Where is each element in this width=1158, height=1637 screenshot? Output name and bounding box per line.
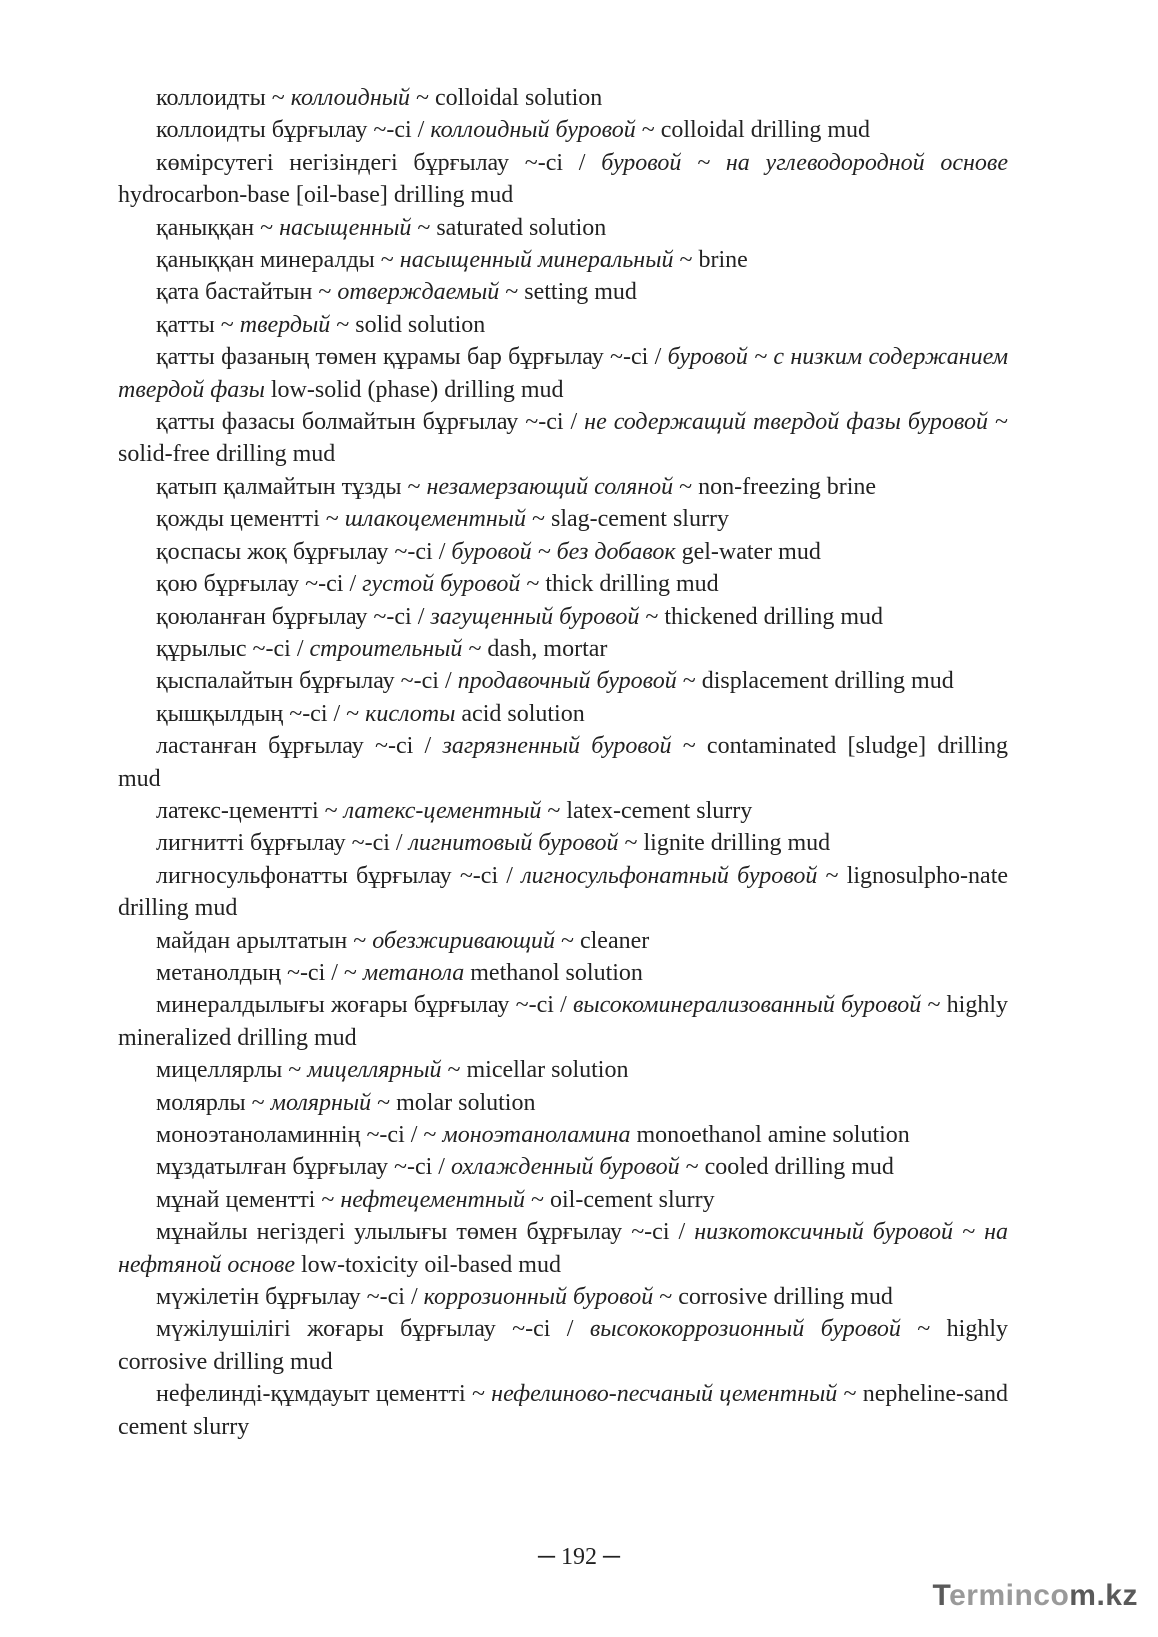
dictionary-page — [118, 82, 1008, 1443]
russian-term: охлажденный буровой — [450, 1154, 680, 1181]
dictionary-entry — [118, 147, 1008, 212]
russian-term: коррозионный буровой — [423, 1284, 654, 1311]
dictionary-entry — [118, 957, 1008, 989]
kazakh-term: коллоидты бұрғылау ~-сі / — [156, 117, 431, 144]
kazakh-term: көмірсутегі негізіндегі бұрғылау ~-сі / — [156, 149, 602, 176]
english-term: gel-water mud — [675, 538, 821, 565]
english-term: methanol solution — [464, 959, 643, 986]
kazakh-term: мицеллярлы ~ — [156, 1057, 308, 1084]
dictionary-entry — [118, 1119, 1008, 1151]
dictionary-entry — [118, 212, 1008, 244]
russian-term: густой буровой — [362, 571, 521, 598]
russian-term: нефелиново-песчаный цементный — [491, 1381, 838, 1408]
english-term: low-solid (phase) drilling mud — [264, 376, 564, 403]
english-term: ~ non-freezing brine — [673, 473, 877, 500]
kazakh-term: латекс-цементті ~ — [156, 797, 344, 824]
kazakh-term: қатты ~ — [156, 311, 240, 338]
kazakh-term: қатып қалмайтын тұзды ~ — [156, 473, 427, 500]
dictionary-entry — [118, 795, 1008, 827]
english-term: hydrocarbon-base [oil-base] drilling mud — [118, 182, 514, 209]
watermark-text: Termincom.kz — [932, 1579, 1138, 1612]
english-term: ~ displacement drilling mud — [676, 668, 954, 695]
dictionary-entry — [118, 633, 1008, 665]
english-term: ~ solid-free drilling mud — [118, 409, 1009, 468]
kazakh-term: қышқылдың ~-сі / ~ — [156, 700, 366, 727]
russian-term: твердый — [239, 311, 331, 338]
dictionary-entry — [118, 503, 1008, 535]
kazakh-term: лигносульфонатты бұрғылау ~-сі / — [156, 862, 522, 889]
dictionary-entry — [118, 1184, 1008, 1216]
kazakh-term: қыспалайтын бұрғылау ~-сі / — [156, 668, 458, 695]
dictionary-entry — [118, 114, 1008, 146]
english-term: ~ cooled drilling mud — [679, 1154, 894, 1181]
dictionary-entry — [118, 1313, 1008, 1378]
kazakh-term: мұздатылған бұрғылау ~-сі / — [156, 1154, 451, 1181]
russian-term: буровой ~ без добавок — [451, 538, 676, 565]
english-term: ~ colloidal solution — [409, 85, 603, 111]
kazakh-term: мұнай цементті ~ — [156, 1186, 341, 1213]
dictionary-entry — [118, 276, 1008, 308]
english-term: ~ setting mud — [499, 279, 637, 306]
english-term: ~ corrosive drilling mud — [653, 1284, 893, 1311]
english-term: ~ brine — [673, 247, 748, 274]
english-term: ~ lignosulpho-nate drilling mud — [118, 862, 1009, 922]
kazakh-term: ластанған бұрғылау ~-сі / — [156, 733, 443, 760]
russian-term: высокоминерализованный буровой — [573, 992, 922, 1019]
kazakh-term: минералдылығы жоғары бұрғылау ~-сі / — [156, 992, 573, 1019]
kazakh-term: қоюланған бұрғылау ~-сі / — [156, 603, 431, 630]
english-term: ~ highly corrosive drilling mud — [118, 1316, 1008, 1375]
english-term: low-toxicity oil-based mud — [295, 1251, 561, 1278]
dictionary-entry — [118, 471, 1008, 503]
russian-term: насыщенный — [279, 214, 412, 241]
russian-term: загущенный буровой — [430, 603, 640, 630]
dictionary-entry — [118, 1151, 1008, 1183]
english-term: ~ solid solution — [330, 311, 486, 338]
russian-term: моноэтаноламина — [442, 1122, 631, 1148]
dictionary-entry — [118, 925, 1008, 957]
russian-term: буровой ~ на углеводородной основе — [601, 149, 1008, 176]
dictionary-entry — [118, 601, 1008, 633]
dictionary-entry — [118, 1378, 1008, 1443]
kazakh-term: майдан арылтатын ~ — [156, 927, 373, 954]
kazakh-term: қаныққан ~ — [156, 214, 280, 241]
dictionary-entry — [118, 1087, 1008, 1119]
russian-term: низкотоксичный буровой ~ на нефтяной основе — [118, 1219, 1008, 1278]
dictionary-entry — [118, 82, 1008, 114]
kazakh-term: қою бұрғылау ~-сі / — [156, 571, 363, 598]
russian-term: латекс-цементный — [343, 797, 542, 824]
kazakh-term: лигнитті бұрғылау ~-сі / — [156, 830, 409, 857]
dictionary-entry — [118, 568, 1008, 600]
english-term: ~ highly mineralized drilling mud — [118, 992, 1008, 1051]
dictionary-entry — [118, 1054, 1008, 1086]
russian-term: высококоррозионный буровой — [589, 1316, 901, 1343]
english-term: ~ colloidal drilling mud — [635, 117, 871, 144]
kazakh-term: қатты фазаның төмен құрамы бар бұрғылау ~-сі / — [156, 344, 668, 371]
kazakh-term: нефелинді-құмдауыт цементті ~ — [156, 1381, 492, 1408]
russian-term: строительный — [309, 635, 463, 662]
russian-term: метанола — [362, 959, 465, 986]
russian-term: не содержащий твердой фазы буровой — [584, 409, 989, 436]
english-term: acid solution — [455, 700, 585, 727]
dictionary-entry — [118, 309, 1008, 341]
russian-term: кислоты — [365, 700, 456, 727]
dictionary-entry — [118, 860, 1008, 925]
russian-term: загрязненный буровой — [442, 733, 672, 760]
kazakh-term: коллоидты ~ — [156, 85, 291, 111]
russian-term: лигнитовый буровой — [408, 830, 619, 857]
kazakh-term: моноэтаноламиннің ~-сі / ~ — [156, 1122, 443, 1148]
kazakh-term: мүжілушілігі жоғары бұрғылау ~-сі / — [156, 1316, 590, 1343]
russian-term: насыщенный минеральный — [399, 247, 674, 274]
russian-term: коллоидный буровой — [430, 117, 636, 144]
english-term: ~ dash, mortar — [462, 635, 608, 662]
russian-term: обезжиривающий — [372, 927, 555, 954]
english-term: ~ contaminated [sludge] drilling mud — [118, 733, 1009, 792]
russian-term: буровой ~ с низким содержанием твердой фазы — [118, 344, 1009, 403]
dictionary-entry — [118, 665, 1008, 697]
russian-term: нефтецементный — [340, 1186, 526, 1213]
russian-term: шлакоцементный — [344, 506, 527, 533]
kazakh-term: молярлы ~ — [156, 1089, 271, 1116]
english-term: ~ micellar solution — [441, 1057, 629, 1084]
english-term: ~ latex-cement slurry — [541, 797, 753, 824]
dictionary-entry — [118, 1281, 1008, 1313]
kazakh-term: қаныққан минералды ~ — [156, 247, 400, 274]
english-term: ~ thick drilling mud — [520, 571, 719, 598]
russian-term: лигносульфонатный буровой — [521, 862, 818, 889]
english-term: ~ cleaner — [555, 927, 650, 954]
dictionary-entry — [118, 698, 1008, 730]
dictionary-entry — [118, 730, 1008, 795]
english-term: ~ slag-cement slurry — [526, 506, 729, 533]
russian-term: молярный — [270, 1089, 372, 1116]
russian-term: коллоидный — [290, 85, 410, 111]
kazakh-term: мүжілетін бұрғылау ~-сі / — [156, 1284, 424, 1311]
kazakh-term: қожды цементті ~ — [156, 506, 345, 533]
russian-term: отверждаемый — [337, 279, 500, 306]
kazakh-term: метанолдың ~-сі / ~ — [156, 959, 363, 986]
dictionary-entry — [118, 536, 1008, 568]
english-term: ~ lignite drilling mud — [618, 830, 831, 857]
dictionary-entry — [118, 827, 1008, 859]
english-term: ~ saturated solution — [411, 214, 607, 241]
russian-term: незамерзающий соляной — [426, 473, 674, 500]
termincom-watermark — [932, 1573, 1138, 1619]
dictionary-entry — [118, 989, 1008, 1054]
russian-term: продавочный буровой — [457, 668, 677, 695]
dictionary-entry — [118, 244, 1008, 276]
english-term: monoethanol amine solution — [630, 1122, 910, 1148]
kazakh-term: қоспасы жоқ бұрғылау ~-сі / — [156, 538, 452, 565]
russian-term: мицеллярный — [307, 1057, 442, 1084]
dictionary-entry — [118, 341, 1008, 406]
kazakh-term: қатты фазасы болмайтын бұрғылау ~-сі / — [156, 409, 585, 436]
page-number: ─ 192 ─ — [537, 1544, 620, 1570]
english-term: ~ molar solution — [371, 1089, 536, 1116]
english-term: ~ nepheline-sand cement slurry — [118, 1381, 1008, 1440]
english-term: ~ oil-cement slurry — [525, 1186, 715, 1213]
kazakh-term: қата бастайтын ~ — [156, 279, 338, 306]
english-term: ~ thickened drilling mud — [639, 603, 883, 630]
kazakh-term: мұнайлы негіздегі улылығы төмен бұрғылау ~-сі / — [156, 1219, 695, 1246]
dictionary-entry — [118, 406, 1008, 471]
kazakh-term: құрылыс ~-сі / — [156, 635, 310, 662]
dictionary-entry — [118, 1216, 1008, 1281]
